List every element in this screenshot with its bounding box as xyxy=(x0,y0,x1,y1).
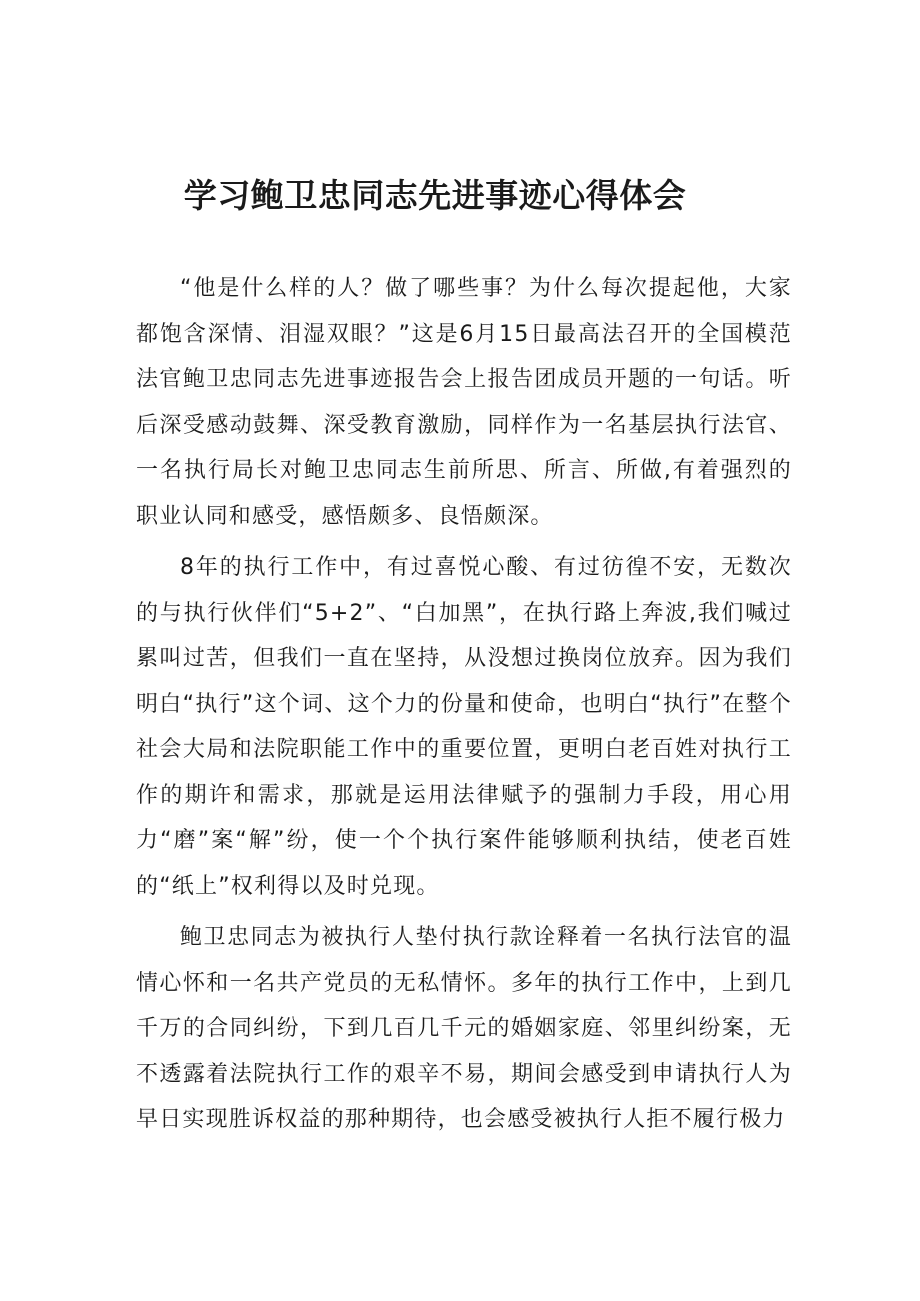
paragraph-1: “他是什么样的人？做了哪些事？为什么每次提起他，大家都饱含深情、泪湿双眼？”这是6月15日最高法召开的全国模范法官鲍卫忠同志先进事迹报告会上报告团成员开题的一句话。听后深受感动鼓舞、深受教育激励，同样作为一名基层执行法官、一名执行局长对鲍卫忠同志生前所思、所言、所做,有着强烈的职业认同和感受，感悟颇多、良悟颇深。 xyxy=(136,276,792,529)
paragraph-2: 8年的执行工作中，有过喜悦心酸、有过彷徨不安，无数次的与执行伙伴们“5+2”、“白加黑”，在执行路上奔波,我们喊过累叫过苦，但我们一直在坚持，从没想过换岗位放弃。因为我们明白“执行”这个词、这个力的份量和使命，也明白“执行”在整个社会大局和法院职能工作中的重要位置，更明白老百姓对执行工作的期许和需求，那就是运用法律赋予的强制力手段，用心用力“磨”案“解”纷，使一个个执行案件能够顺利执结，使老百姓的“纸上”权利得以及时兑现。 xyxy=(136,555,792,899)
document-body xyxy=(136,266,792,1149)
document-title: 学习鲍卫忠同志先进事迹心得体会 xyxy=(183,176,687,215)
paragraph-3: 鲍卫忠同志为被执行人垫付执行款诠释着一名执行法官的温情心怀和一名共产党员的无私情怀。多年的执行工作中，上到几千万的合同纠纷，下到几百几千元的婚姻家庭、邻里纠纷案，无不透露着法院执行工作的艰辛不易，期间会感受到申请执行人为早日实现胜诉权益的那种期待，也会感受被执行人拒不履行极力 xyxy=(136,925,792,1132)
